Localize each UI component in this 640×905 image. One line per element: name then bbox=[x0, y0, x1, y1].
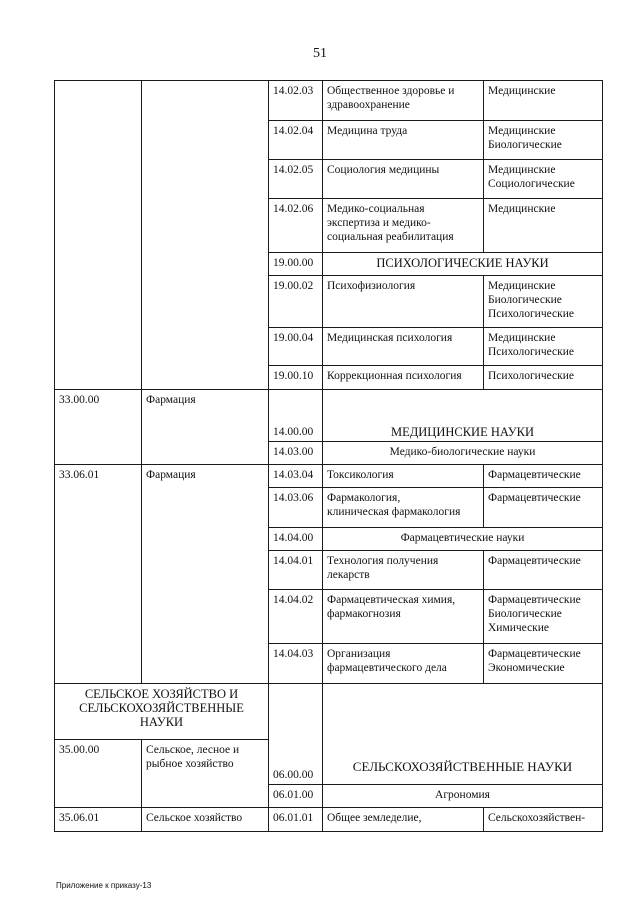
specialty-name: Токсикология bbox=[323, 465, 484, 488]
group-code: 14.00.00 bbox=[269, 390, 323, 442]
science-branch: Фармацевтические bbox=[484, 488, 603, 528]
specialty-code: 14.03.06 bbox=[269, 488, 323, 528]
specialty-name: Медико-социальная экспертиза и медико- социальная реабилитация bbox=[323, 199, 484, 253]
left-name-cell-empty bbox=[142, 81, 269, 390]
science-subgroup-heading: Фармацевтические науки bbox=[323, 528, 603, 551]
table-row bbox=[55, 465, 603, 488]
science-branch: Медицинские Социологические bbox=[484, 160, 603, 199]
specialty-name: Социология медицины bbox=[323, 160, 484, 199]
direction-name: Фармация bbox=[142, 465, 269, 684]
specialty-correspondence-table bbox=[54, 80, 603, 832]
specialty-code: 19.00.02 bbox=[269, 276, 323, 328]
group-code: 14.04.00 bbox=[269, 528, 323, 551]
specialty-code: 14.04.02 bbox=[269, 590, 323, 644]
specialty-code: 19.00.04 bbox=[269, 328, 323, 366]
specialty-name: Общее земледелие, bbox=[323, 808, 484, 832]
science-subgroup-heading: Медико-биологические науки bbox=[323, 442, 603, 465]
science-group-heading: ПСИХОЛОГИЧЕСКИЕ НАУКИ bbox=[323, 253, 603, 276]
table-row bbox=[55, 81, 603, 121]
page-number: 51 bbox=[313, 46, 327, 61]
specialty-name: Психофизиология bbox=[323, 276, 484, 328]
science-subgroup-heading: Агрономия bbox=[323, 785, 603, 808]
specialty-code: 14.02.05 bbox=[269, 160, 323, 199]
table-row bbox=[55, 684, 603, 740]
specialty-code: 14.03.04 bbox=[269, 465, 323, 488]
group-code: 06.00.00 bbox=[269, 684, 323, 785]
science-branch: Медицинские bbox=[484, 199, 603, 253]
direction-code: 33.06.01 bbox=[55, 465, 142, 684]
left-code-cell-empty bbox=[55, 81, 142, 390]
group-code: 06.01.00 bbox=[269, 785, 323, 808]
specialty-code: 14.02.04 bbox=[269, 121, 323, 160]
science-branch: Медицинские Биологические bbox=[484, 121, 603, 160]
specialty-code: 06.01.01 bbox=[269, 808, 323, 832]
specialty-code: 14.02.06 bbox=[269, 199, 323, 253]
specialty-name: Организация фармацевтического дела bbox=[323, 644, 484, 684]
specialty-name: Фармакология, клиническая фармакология bbox=[323, 488, 484, 528]
specialty-code: 14.02.03 bbox=[269, 81, 323, 121]
science-branch: Медицинские Психологические bbox=[484, 328, 603, 366]
science-branch: Медицинские bbox=[484, 81, 603, 121]
specialty-name: Коррекционная психология bbox=[323, 366, 484, 390]
science-group-heading: МЕДИЦИНСКИЕ НАУКИ bbox=[323, 390, 603, 442]
education-area-heading: СЕЛЬСКОЕ ХОЗЯЙСТВО И СЕЛЬСКОХОЗЯЙСТВЕННЫЕ НАУКИ bbox=[55, 684, 269, 740]
specialty-name: Фармацевтическая химия, фармакогнозия bbox=[323, 590, 484, 644]
specialty-name: Общественное здоровье и здравоохранение bbox=[323, 81, 484, 121]
science-branch: Фармацевтические Экономические bbox=[484, 644, 603, 684]
specialty-name: Технология получения лекарств bbox=[323, 551, 484, 590]
direction-code: 35.06.01 bbox=[55, 808, 142, 832]
science-branch: Медицинские Биологические Психологические bbox=[484, 276, 603, 328]
science-branch: Сельскохозяйствен- bbox=[484, 808, 603, 832]
table-row bbox=[55, 808, 603, 832]
direction-name: Сельское, лесное и рыбное хозяйство bbox=[142, 740, 269, 808]
direction-code: 33.00.00 bbox=[55, 390, 142, 465]
specialty-name: Медицинская психология bbox=[323, 328, 484, 366]
specialty-code: 19.00.10 bbox=[269, 366, 323, 390]
direction-name: Фармация bbox=[142, 390, 269, 465]
science-branch: Фармацевтические bbox=[484, 465, 603, 488]
direction-name: Сельское хозяйство bbox=[142, 808, 269, 832]
science-branch: Психологические bbox=[484, 366, 603, 390]
direction-code: 35.00.00 bbox=[55, 740, 142, 808]
science-branch: Фармацевтические bbox=[484, 551, 603, 590]
science-branch: Фармацевтические Биологические Химические bbox=[484, 590, 603, 644]
specialty-code: 14.04.03 bbox=[269, 644, 323, 684]
specialty-code: 14.04.01 bbox=[269, 551, 323, 590]
group-code: 14.03.00 bbox=[269, 442, 323, 465]
footer-note: Приложение к приказу-13 bbox=[56, 881, 152, 890]
group-code: 19.00.00 bbox=[269, 253, 323, 276]
science-group-heading: СЕЛЬСКОХОЗЯЙСТВЕННЫЕ НАУКИ bbox=[323, 684, 603, 785]
specialty-name: Медицина труда bbox=[323, 121, 484, 160]
table-row bbox=[55, 390, 603, 442]
